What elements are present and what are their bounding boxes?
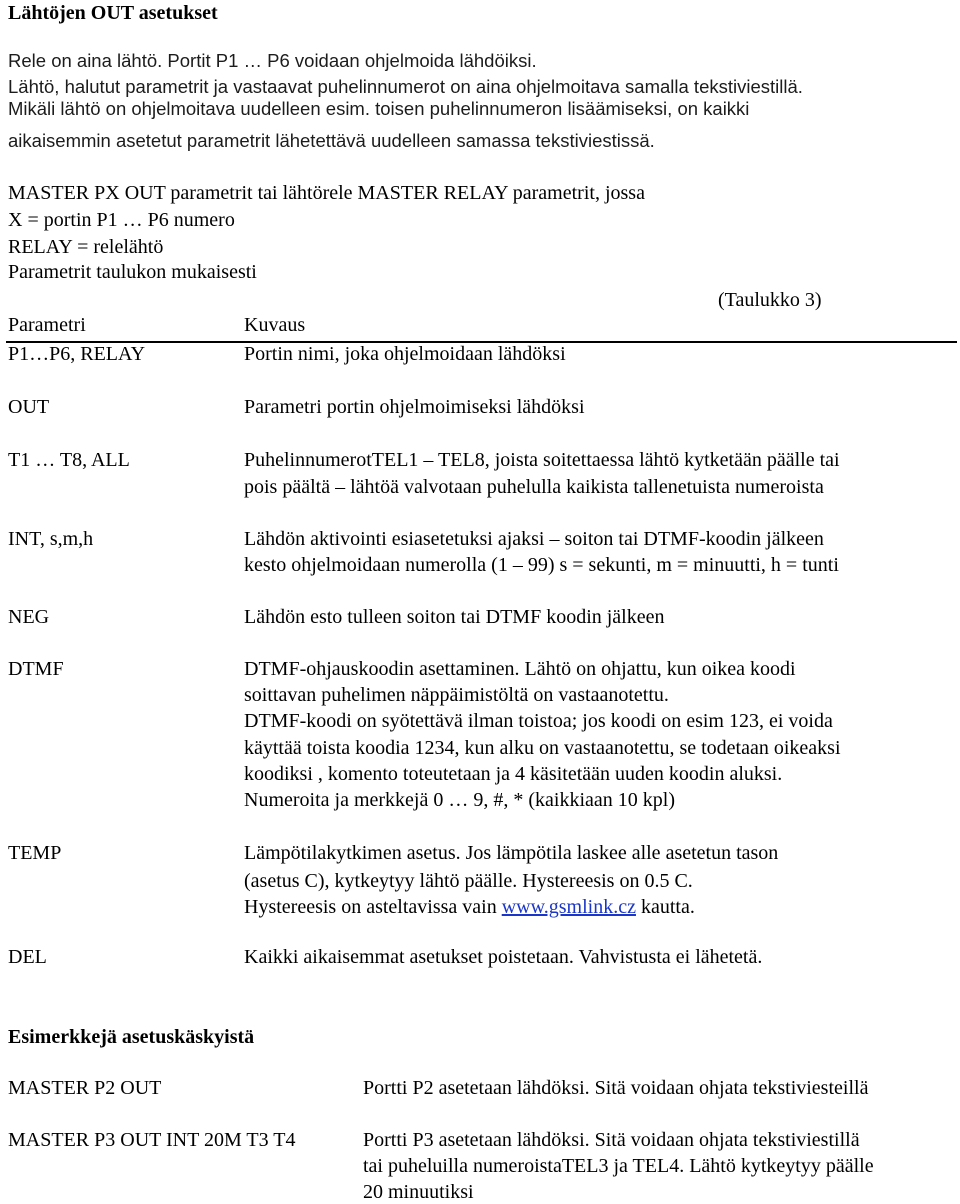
example-command: MASTER P3 OUT INT 20M T3 T4 xyxy=(8,1129,296,1151)
table-desc-line: Lähdön esto tulleen soiton tai DTMF koodin jälkeen xyxy=(244,606,665,628)
table-header-parameter: Parametri xyxy=(8,314,86,336)
temp-note-text: Hystereesis on asteltavissa vain xyxy=(244,896,502,918)
table-param: DTMF xyxy=(8,658,64,680)
table-desc-line: Lähdön aktivointi esiasetetuksi ajaksi – soiton tai DTMF-koodin jälkeen xyxy=(244,528,824,550)
temp-note-line xyxy=(244,896,695,919)
temp-note-text: kautta. xyxy=(635,896,695,918)
table-desc-line: (asetus C), kytkeytyy lähtö päälle. Hystereesis on 0.5 C. xyxy=(244,870,693,892)
intro-line: Mikäli lähtö on ohjelmoitava uudelleen esim. toisen puhelinnumeron lisäämiseksi, on kaikki xyxy=(8,98,750,119)
table-desc-line: Numeroita ja merkkejä 0 … 9, #, * (kaikkiaan 10 kpl) xyxy=(244,789,675,811)
table-param: T1 … T8, ALL xyxy=(8,449,130,471)
example-desc-line: tai puheluilla numeroistaTEL3 ja TEL4. Lähtö kytkeytyy päälle xyxy=(363,1155,874,1177)
table-param: TEMP xyxy=(8,842,62,864)
table-desc-line: kesto ohjelmoidaan numerolla (1 – 99) s = sekunti, m = minuutti, h = tunti xyxy=(244,554,839,576)
intro-line: Rele on aina lähtö. Portit P1 … P6 voidaan ohjelmoida lähdöiksi. xyxy=(8,50,537,71)
table-param: DEL xyxy=(8,946,47,968)
table-param: P1…P6, RELAY xyxy=(8,343,146,365)
intro-line: Lähtö, halutut parametrit ja vastaavat puhelinnumerot on aina ohjelmoitava samalla tekstiviestillä. xyxy=(8,76,803,97)
table-param: INT, s,m,h xyxy=(8,528,94,550)
table-desc-line: Parametri portin ohjelmoimiseksi lähdöksi xyxy=(244,396,585,418)
table-desc-line: Portin nimi, joka ohjelmoidaan lähdöksi xyxy=(244,343,566,365)
table-desc-line: Kaikki aikaisemmat asetukset poistetaan. Vahvistusta ei lähetetä. xyxy=(244,946,763,968)
table-desc-line: DTMF-ohjauskoodin asettaminen. Lähtö on ohjattu, kun oikea koodi xyxy=(244,658,796,680)
example-desc-line: Portti P3 asetetaan lähdöksi. Sitä voidaan ohjata tekstiviestillä xyxy=(363,1129,860,1151)
table-header-description: Kuvaus xyxy=(244,314,306,336)
table-desc-line: PuhelinnumerotTEL1 – TEL8, joista soitettaessa lähtö kytketään päälle tai xyxy=(244,449,840,471)
table-desc-line: Lämpötilakytkimen asetus. Jos lämpötila laskee alle asetetun tason xyxy=(244,842,779,864)
intro-line: aikaisemmin asetetut parametrit lähetettävä uudelleen samassa tekstiviestissä. xyxy=(8,130,655,151)
example-desc-line: 20 minuutiksi xyxy=(363,1181,474,1203)
syntax-line: X = portin P1 … P6 numero xyxy=(8,209,235,231)
table-desc-line: käyttää toista koodia 1234, kun alku on vastaanotettu, se todetaan oikeaksi xyxy=(244,737,841,759)
table-desc-line: DTMF-koodi on syötettävä ilman toistoa; jos koodi on esim 123, ei voida xyxy=(244,710,833,732)
gsmlink-link[interactable]: www.gsmlink.cz xyxy=(501,896,636,918)
table-desc-line: koodiksi , komento toteutetaan ja 4 käsitetään uuden koodin aluksi. xyxy=(244,763,783,785)
example-command: MASTER P2 OUT xyxy=(8,1077,162,1099)
syntax-line: MASTER PX OUT parametrit tai lähtörele MASTER RELAY parametrit, jossa xyxy=(8,182,645,204)
table-caption: (Taulukko 3) xyxy=(718,289,822,311)
table-desc-line: pois päältä – lähtöä valvotaan puhelulla kaikista tallenetuista numeroista xyxy=(244,476,824,498)
page-title: Lähtöjen OUT asetukset xyxy=(8,2,218,24)
syntax-line: RELAY = relelähtö xyxy=(8,236,164,258)
examples-heading: Esimerkkejä asetuskäskyistä xyxy=(8,1026,255,1048)
table-param: NEG xyxy=(8,606,50,628)
syntax-line: Parametrit taulukon mukaisesti xyxy=(8,261,257,283)
table-param: OUT xyxy=(8,396,50,418)
table-desc-line: soittavan puhelimen näppäimistöltä on vastaanotettu. xyxy=(244,684,669,706)
example-desc-line: Portti P2 asetetaan lähdöksi. Sitä voidaan ohjata tekstiviesteillä xyxy=(363,1077,869,1099)
